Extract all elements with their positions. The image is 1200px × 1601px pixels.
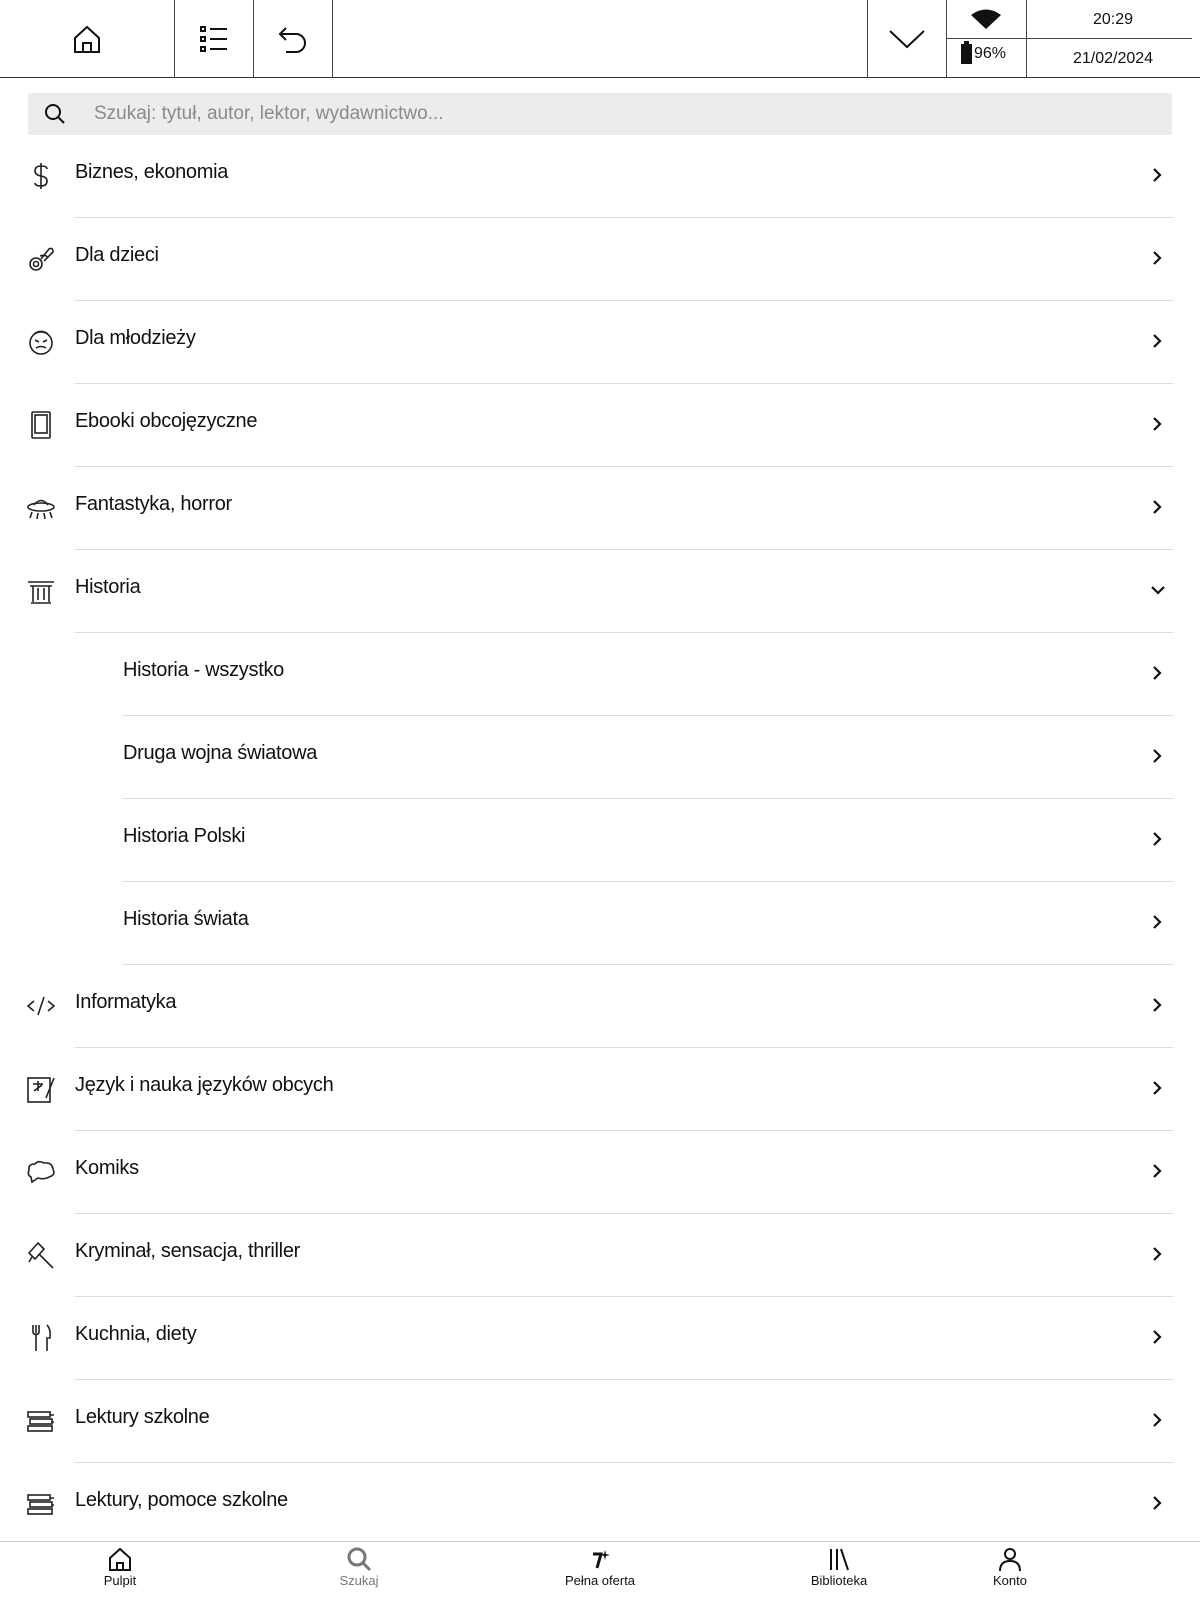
category-label: Lektury szkolne (75, 1406, 210, 1428)
subcategory-historia-wszystko[interactable] (0, 633, 1200, 716)
category-label: Lektury, pomoce szkolne (75, 1489, 288, 1511)
chevron-right-icon (1150, 1409, 1164, 1431)
empty-toolbar-area (333, 0, 868, 77)
category-dla-mlodziezy[interactable] (0, 301, 1200, 384)
category-kryminal[interactable] (0, 1214, 1200, 1297)
category-informatyka[interactable] (0, 965, 1200, 1048)
subcategory-historia-polski[interactable] (0, 799, 1200, 882)
category-biznes[interactable] (0, 135, 1200, 218)
status-divider (946, 38, 1192, 39)
clock-time: 20:29 (1092, 11, 1134, 28)
subcategory-label: Historia - wszystko (123, 659, 284, 681)
ereader-icon (26, 410, 56, 440)
category-komiks[interactable] (0, 1131, 1200, 1214)
library-icon (826, 1546, 852, 1572)
subcategory-label: Historia świata (123, 908, 249, 930)
category-kuchnia[interactable] (0, 1297, 1200, 1380)
chevron-down-icon (888, 27, 926, 51)
battery-icon (961, 44, 972, 64)
nav-konto[interactable] (950, 1546, 1070, 1588)
top-toolbar (0, 0, 1200, 78)
search-icon (346, 1546, 372, 1572)
chevron-down-icon (1147, 579, 1169, 601)
chevron-right-icon (1150, 662, 1164, 684)
search-icon (44, 103, 66, 125)
language-icon (26, 1074, 56, 1104)
column-icon (26, 576, 56, 606)
category-label: Kryminał, sensacja, thriller (75, 1240, 301, 1262)
category-fantastyka[interactable] (0, 467, 1200, 550)
chevron-right-icon (1150, 247, 1164, 269)
back-button[interactable] (254, 0, 333, 77)
axe-icon (26, 1240, 56, 1270)
face-icon (26, 327, 56, 357)
nav-pulpit[interactable] (60, 1546, 180, 1588)
chevron-right-icon (1150, 1160, 1164, 1182)
category-label: Historia (75, 576, 141, 598)
chevron-right-icon (1150, 994, 1164, 1016)
subcategory-label: Druga wojna światowa (123, 742, 318, 764)
nav-label: Pulpit (103, 1573, 137, 1588)
nav-biblioteka[interactable] (779, 1546, 899, 1588)
sparkle-icon (587, 1546, 613, 1572)
category-label: Dla dzieci (75, 244, 159, 266)
category-dla-dzieci[interactable] (0, 218, 1200, 301)
category-list (0, 135, 1200, 1546)
chevron-right-icon (1150, 164, 1164, 186)
nav-szukaj[interactable] (299, 1546, 419, 1588)
contents-button[interactable] (175, 0, 254, 77)
subcategory-druga-wojna[interactable] (0, 716, 1200, 799)
chevron-right-icon (1150, 745, 1164, 767)
chevron-right-icon (1150, 496, 1164, 518)
nav-label: Konto (993, 1573, 1027, 1588)
subcategory-historia-swiata[interactable] (0, 882, 1200, 965)
home-icon (71, 23, 103, 55)
category-label: Komiks (75, 1157, 139, 1179)
category-label: Informatyka (75, 991, 177, 1013)
dropdown-button[interactable] (868, 0, 947, 77)
ufo-icon (26, 493, 56, 523)
chevron-right-icon (1150, 1326, 1164, 1348)
category-jezyk[interactable] (0, 1048, 1200, 1131)
person-icon (997, 1546, 1023, 1572)
chevron-right-icon (1150, 1077, 1164, 1099)
chevron-right-icon (1150, 1243, 1164, 1265)
code-icon (26, 991, 56, 1021)
nav-label: Biblioteka (810, 1573, 868, 1588)
category-label: Język i nauka języków obcych (75, 1074, 334, 1096)
chevron-right-icon (1150, 330, 1164, 352)
nav-label: Pełna oferta (564, 1573, 636, 1588)
chevron-right-icon (1150, 911, 1164, 933)
battery-level: 96% (974, 45, 1007, 62)
nav-label: Szukaj (339, 1573, 379, 1588)
wifi-icon (970, 8, 1002, 30)
search-input[interactable] (92, 102, 1096, 126)
category-label: Ebooki obcojęzyczne (75, 410, 258, 432)
list-icon (198, 23, 230, 55)
books-stack-icon (26, 1489, 56, 1519)
undo-icon (277, 23, 309, 55)
home-button[interactable] (0, 0, 175, 77)
books-stack-icon (26, 1406, 56, 1436)
category-label: Biznes, ekonomia (75, 161, 229, 183)
chevron-right-icon (1150, 413, 1164, 435)
category-lektury-szkolne[interactable] (0, 1380, 1200, 1463)
search-bar[interactable] (28, 93, 1172, 135)
bottom-navigation (0, 1541, 1200, 1601)
subcategory-label: Historia Polski (123, 825, 246, 847)
clock-date: 21/02/2024 (1072, 50, 1154, 67)
chevron-right-icon (1150, 828, 1164, 850)
fork-knife-icon (26, 1323, 56, 1353)
home-icon (107, 1546, 133, 1572)
category-label: Fantastyka, horror (75, 493, 232, 515)
dollar-icon (26, 161, 56, 191)
battery-indicator (961, 44, 1006, 64)
category-historia[interactable] (0, 550, 1200, 633)
category-lektury-pomoce[interactable] (0, 1463, 1200, 1546)
category-ebooki[interactable] (0, 384, 1200, 467)
category-label: Kuchnia, diety (75, 1323, 197, 1345)
pacifier-icon (26, 244, 56, 274)
speech-bubble-icon (26, 1157, 56, 1187)
chevron-right-icon (1150, 1492, 1164, 1514)
category-label: Dla młodzieży (75, 327, 196, 349)
nav-pelna-oferta[interactable] (540, 1546, 660, 1588)
